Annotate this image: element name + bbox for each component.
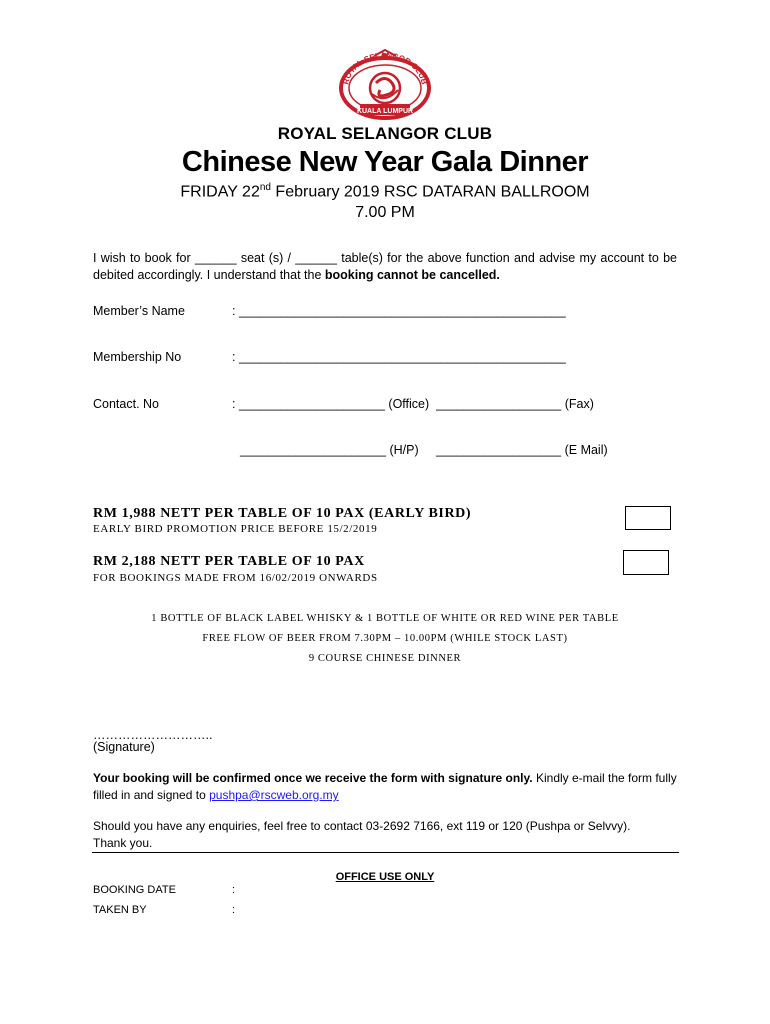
early-bird-note: EARLY BIRD PROMOTION PRICE BEFORE 15/2/2019 bbox=[93, 523, 378, 535]
event-title: Chinese New Year Gala Dinner bbox=[181, 146, 589, 178]
regular-price-checkbox[interactable] bbox=[623, 550, 669, 575]
contact-no-label: Contact. No bbox=[93, 397, 160, 411]
date-rest: February 2019 RSC DATARAN BALLROOM bbox=[270, 183, 590, 201]
divider bbox=[92, 852, 679, 853]
perk-dinner: 9 COURSE CHINESE DINNER bbox=[308, 653, 462, 664]
early-bird-price: RM 1,988 NETT PER TABLE OF 10 PAX (EARLY BIRD) bbox=[93, 506, 472, 521]
event-time: 7.00 PM bbox=[355, 204, 415, 221]
booking-date-label: BOOKING DATE bbox=[93, 884, 176, 896]
regular-price: RM 2,188 NETT PER TABLE OF 10 PAX bbox=[93, 554, 365, 569]
confirmation-text: Kindly e-mail the form fully filled in and signed to bbox=[93, 771, 677, 802]
taken-by-label: TAKEN BY bbox=[93, 904, 147, 916]
membership-no-label: Membership No bbox=[93, 350, 182, 364]
date-prefix: FRIDAY 22 bbox=[180, 183, 260, 201]
perk-wine: 1 BOTTLE OF BLACK LABEL WHISKY & 1 BOTTLE OF WHITE OR RED WINE PER TABLE bbox=[151, 613, 619, 624]
member-name-label: Member’s Name bbox=[93, 304, 185, 318]
date-ordinal: nd bbox=[259, 182, 271, 193]
regular-price-note: FOR BOOKINGS MADE FROM 16/02/2019 ONWARDS bbox=[93, 572, 378, 584]
signature-line[interactable]: ……………………….. bbox=[93, 728, 213, 742]
membership-no-field[interactable]: : _______________________________________________ bbox=[232, 350, 566, 364]
email-link[interactable]: pushpa@rscweb.org.my bbox=[209, 788, 339, 802]
booking-statement-text: I wish to book for ______ seat (s) / ______ table(s) for the above function and advise my account to be debited accordingly. I understand that the bbox=[93, 251, 677, 282]
member-name-field[interactable]: : _______________________________________________ bbox=[232, 304, 566, 318]
no-cancellation-notice: booking cannot be cancelled. bbox=[324, 268, 500, 282]
contact-hp-email-field[interactable]: _____________________ (H/P) __________________ (E Mail) bbox=[240, 443, 608, 457]
thank-you: Thank you. bbox=[93, 836, 153, 850]
office-use-title: OFFICE USE ONLY bbox=[335, 871, 435, 883]
booking-date-colon: : bbox=[232, 884, 236, 896]
enquiry-line: Should you have any enquiries, feel free to contact 03-2692 7166, ext 119 or 120 (Pushpa or Selvvy). bbox=[93, 819, 631, 833]
early-bird-checkbox[interactable] bbox=[625, 506, 671, 530]
contact-office-fax-field[interactable]: : _____________________ (Office) __________________ (Fax) bbox=[232, 397, 594, 411]
taken-by-colon: : bbox=[232, 904, 236, 916]
logo-text-bottom: KUALA LUMPUR bbox=[356, 108, 414, 115]
club-logo bbox=[328, 48, 442, 120]
logo-text-top: ROYAL SELANGOR CLUB bbox=[341, 50, 429, 86]
club-name: ROYAL SELANGOR CLUB bbox=[277, 124, 493, 143]
event-date bbox=[0, 182, 770, 201]
enquiry-note bbox=[93, 818, 679, 852]
signature-label: (Signature) bbox=[93, 740, 155, 754]
confirmation-note bbox=[93, 770, 679, 804]
perk-beer: FREE FLOW OF BEER FROM 7.30PM – 10.00PM (WHILE STOCK LAST) bbox=[202, 633, 568, 644]
booking-statement bbox=[93, 250, 677, 284]
confirmation-bold: Your booking will be confirmed once we receive the form with signature only. bbox=[93, 771, 533, 785]
